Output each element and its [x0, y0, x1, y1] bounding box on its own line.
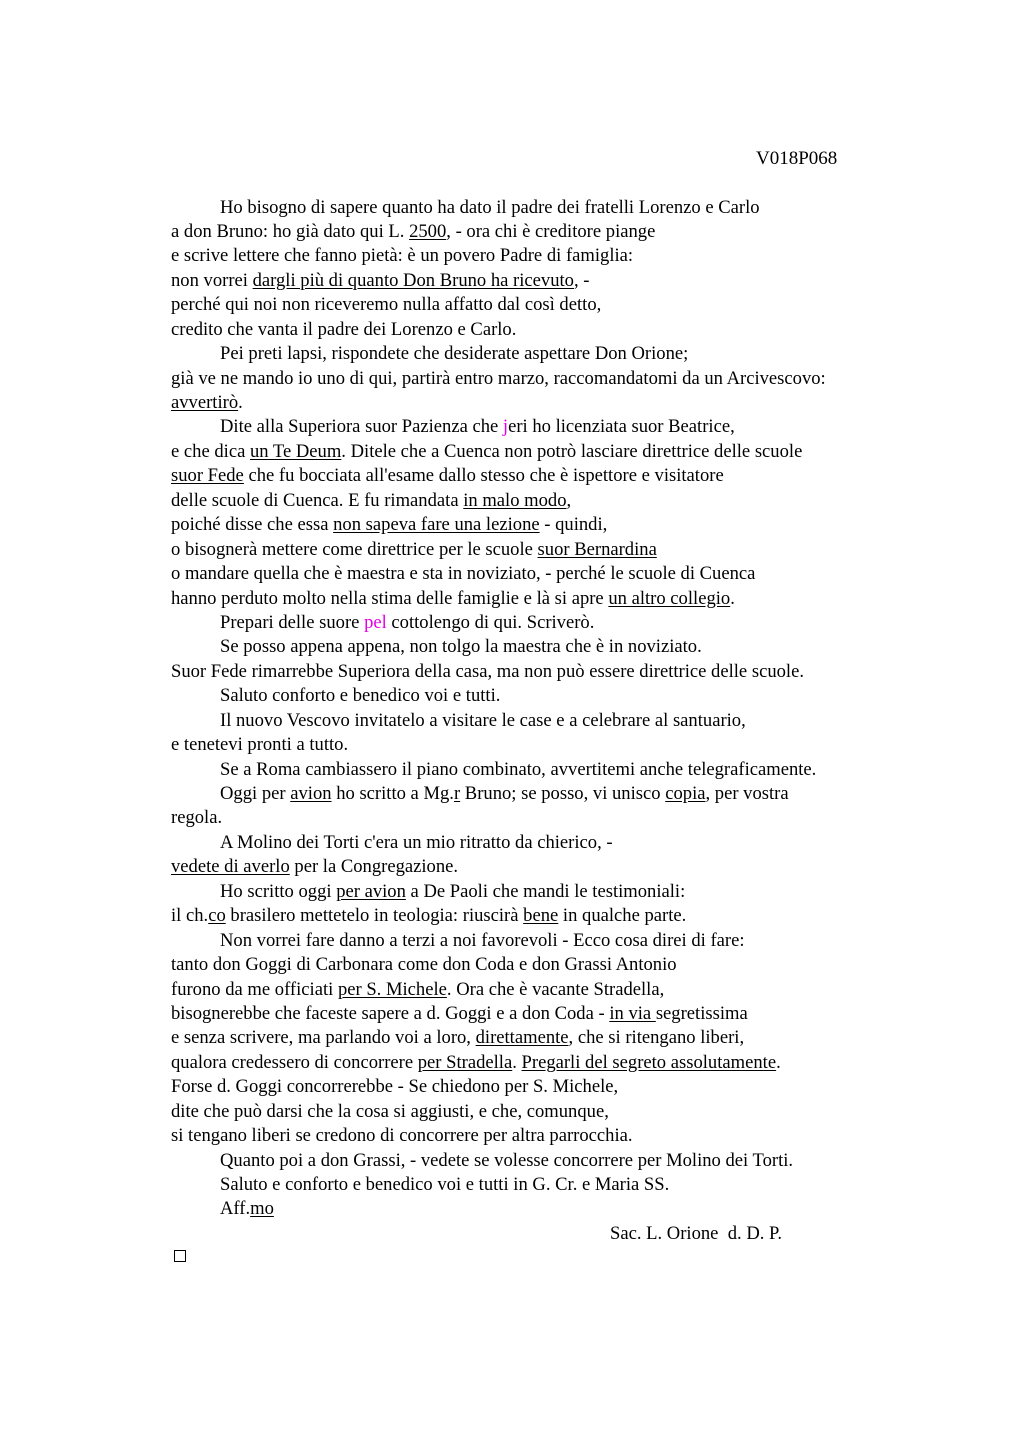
highlighted-text: j: [502, 416, 509, 438]
text-segment: a don Bruno: ho già dato qui L.: [171, 220, 410, 242]
text-line: [171, 1124, 1011, 1148]
text-line: [171, 440, 1011, 464]
underlined-text: avvertirò: [171, 392, 239, 413]
text-segment: Se a Roma cambiassero il piano combinato, avvertitemi anche telegraficamente.: [220, 758, 817, 780]
text-segment: e senza scrivere, ma parlando voi a loro,: [171, 1027, 476, 1049]
text-segment: Forse d. Goggi concorrerebbe - Se chiedono per S. Michele,: [171, 1076, 619, 1098]
text-segment: Oggi per: [220, 783, 291, 804]
text-segment: . Ditele che a Cuenca non potrò lasciare direttrice delle scuole: [341, 440, 803, 462]
text-segment: Pei preti lapsi, rispondete che desiderate aspettare Don Orione;: [220, 343, 689, 365]
text-line: [171, 538, 1011, 562]
underlined-text: co: [208, 905, 226, 927]
text-line: [171, 415, 1011, 439]
text-segment: Saluto e conforto e benedico voi e tutti in G. Cr. e Maria SS.: [220, 1174, 670, 1195]
text-line: [171, 855, 1011, 879]
text-segment: Sac. L. Orione d. D. P.: [610, 1222, 782, 1244]
underlined-text: in malo modo: [463, 489, 567, 511]
text-line: [171, 342, 1011, 366]
text-line: [171, 562, 1011, 586]
underlined-text: per S. Michele: [337, 978, 447, 1000]
text-line: [171, 929, 1011, 953]
signature-line: [171, 1222, 1011, 1246]
text-line: [171, 684, 1011, 708]
text-line: [171, 904, 1011, 928]
underlined-text: un altro collegio: [608, 587, 731, 609]
text-line: [171, 587, 1011, 611]
text-line: [171, 1002, 1011, 1026]
text-segment: per la Congregazione.: [289, 856, 459, 878]
underlined-text: 2500: [409, 220, 447, 242]
text-segment: furono da me officiati: [171, 978, 338, 1000]
text-segment: già ve ne mando io uno di qui, partirà entro marzo, raccomandatomi da un Arcivescovo:: [171, 367, 826, 389]
text-segment: o mandare quella che è maestra e sta in noviziato, - perché le scuole di Cuenca: [171, 563, 756, 585]
text-line: [171, 831, 1011, 855]
underlined-text: per Stradella: [417, 1051, 513, 1073]
text-segment: eri ho licenziata suor Beatrice,: [508, 416, 735, 438]
underlined-text: Pregarli del segreto assolutamente: [521, 1051, 777, 1073]
underlined-text: direttamente: [475, 1027, 569, 1049]
text-line: [171, 293, 1011, 317]
text-line: [171, 269, 1011, 293]
text-segment: non vorrei: [171, 269, 253, 291]
text-segment: o bisognerà mettere come direttrice per le scuole: [171, 538, 538, 560]
text-segment: regola.: [171, 807, 223, 829]
text-segment: , per vostra: [705, 783, 789, 804]
text-segment: a De Paoli che mandi le testimoniali:: [405, 880, 686, 902]
text-segment: hanno perduto molto nella stima delle famiglie e là si apre: [171, 587, 609, 609]
text-line: [171, 1051, 1011, 1075]
text-segment: .: [730, 587, 735, 609]
underlined-text: suor Fede: [171, 465, 244, 487]
text-line: [171, 367, 1011, 391]
text-segment: Quanto poi a don Grassi, - vedete se volesse concorrere per Molino dei Torti.: [220, 1149, 794, 1171]
text-segment: il ch.: [171, 905, 209, 927]
text-segment: ,: [566, 489, 572, 511]
text-segment: in qualche parte.: [558, 905, 687, 927]
text-segment: Il nuovo Vescovo invitatelo a visitare le case e a celebrare al santuario,: [220, 709, 746, 731]
text-segment: tanto don Goggi di Carbonara come don Coda e don Grassi Antonio: [171, 954, 677, 976]
text-line: [171, 1149, 1011, 1173]
text-segment: dite che può darsi che la cosa si aggiusti, e che, comunque,: [171, 1100, 609, 1122]
underlined-text: in via: [609, 1002, 656, 1024]
text-line: [171, 220, 1011, 244]
text-line: [171, 635, 1011, 659]
text-segment: e che dica: [171, 440, 250, 462]
text-segment: Saluto conforto e benedico voi e tutti.: [220, 685, 501, 707]
text-segment: Suor Fede rimarrebbe Superiora della casa, ma non può essere direttrice delle scuole.: [171, 660, 804, 682]
letter-body: [171, 196, 1011, 1247]
text-segment: e tenetevi pronti a tutto.: [171, 734, 349, 756]
text-line: [171, 1026, 1011, 1050]
underlined-text: dargli più di quanto Don Bruno ha ricevuto: [252, 269, 574, 291]
underlined-text: copia: [665, 783, 706, 804]
text-line: [171, 953, 1011, 977]
text-segment: .: [776, 1051, 781, 1073]
text-line: [171, 244, 1011, 268]
text-segment: si tengano liberi se credono di concorrere per altra parrocchia.: [171, 1125, 633, 1147]
end-of-document-box: [174, 1250, 186, 1262]
underlined-text: r: [453, 783, 461, 804]
underlined-text: avion: [290, 783, 332, 804]
underlined-text: per avion: [336, 880, 406, 902]
text-segment: credito che vanta il padre dei Lorenzo e Carlo.: [171, 318, 517, 340]
text-line: [171, 464, 1011, 488]
text-line: [171, 660, 1011, 684]
text-segment: Ho bisogno di sapere quanto ha dato il padre dei fratelli Lorenzo e Carlo: [220, 196, 760, 218]
text-line: [171, 513, 1011, 537]
text-segment: Se posso appena appena, non tolgo la maestra che è in noviziato.: [220, 636, 702, 658]
text-segment: segretissima: [655, 1002, 748, 1024]
text-line: [171, 318, 1011, 342]
text-segment: cottolengo di qui. Scriverò.: [386, 611, 595, 633]
highlighted-text: pel: [364, 611, 387, 633]
text-line: [171, 709, 1011, 733]
text-segment: Prepari delle suore: [220, 611, 365, 633]
text-line: [171, 880, 1011, 904]
text-segment: .: [512, 1051, 522, 1073]
text-segment: qualora credessero di concorrere: [171, 1051, 418, 1073]
text-segment: Non vorrei fare danno a terzi a noi favorevoli - Ecco cosa direi di fare:: [220, 929, 745, 951]
text-segment: Bruno; se posso, vi unisco: [460, 783, 666, 804]
text-line: [171, 1197, 1011, 1221]
underlined-text: mo: [250, 1198, 274, 1220]
text-segment: ho scritto a Mg.: [331, 783, 454, 804]
text-segment: poiché disse che essa: [171, 514, 334, 536]
text-line: [171, 806, 1011, 830]
text-segment: perché qui noi non riceveremo nulla affatto dal così detto,: [171, 294, 602, 316]
text-line: [171, 1075, 1011, 1099]
text-line: [171, 611, 1011, 635]
text-segment: e scrive lettere che fanno pietà: è un povero Padre di famiglia:: [171, 245, 634, 267]
text-segment: .: [238, 392, 243, 413]
text-line: [171, 1100, 1011, 1124]
text-segment: che fu bocciata all'esame dallo stesso che è ispettore e visitatore: [243, 465, 724, 487]
text-line: [171, 733, 1011, 757]
text-segment: , - ora chi è creditore piange: [446, 220, 656, 242]
text-segment: . Ora che è vacante Stradella,: [446, 978, 665, 1000]
text-segment: - quindi,: [539, 514, 608, 536]
page-identifier: V018P068: [756, 148, 838, 169]
text-line: [171, 978, 1011, 1002]
text-segment: , che si ritengano liberi,: [568, 1027, 745, 1049]
text-segment: Dite alla Superiora suor Pazienza che: [220, 416, 503, 438]
text-line: [171, 782, 1011, 806]
underlined-text: non sapeva fare una lezione: [333, 514, 540, 536]
text-line: [171, 1173, 1011, 1197]
text-line: [171, 758, 1011, 782]
text-segment: Ho scritto oggi: [220, 880, 337, 902]
text-line: [171, 391, 1011, 415]
text-line: [171, 196, 1011, 220]
text-line: [171, 489, 1011, 513]
underlined-text: vedete di averlo: [171, 856, 290, 878]
text-segment: A Molino dei Torti c'era un mio ritratto da chierico, -: [220, 831, 613, 853]
text-segment: bisognerebbe che faceste sapere a d. Goggi e a don Coda -: [171, 1002, 610, 1024]
underlined-text: un Te Deum: [249, 440, 342, 462]
text-segment: delle scuole di Cuenca. E fu rimandata: [171, 489, 464, 511]
text-segment: , -: [573, 269, 590, 291]
underlined-text: suor Bernardina: [537, 538, 657, 560]
underlined-text: bene: [523, 905, 559, 927]
text-segment: brasilero mettetelo in teologia: riuscirà: [225, 905, 524, 927]
text-segment: Aff.: [220, 1198, 251, 1220]
